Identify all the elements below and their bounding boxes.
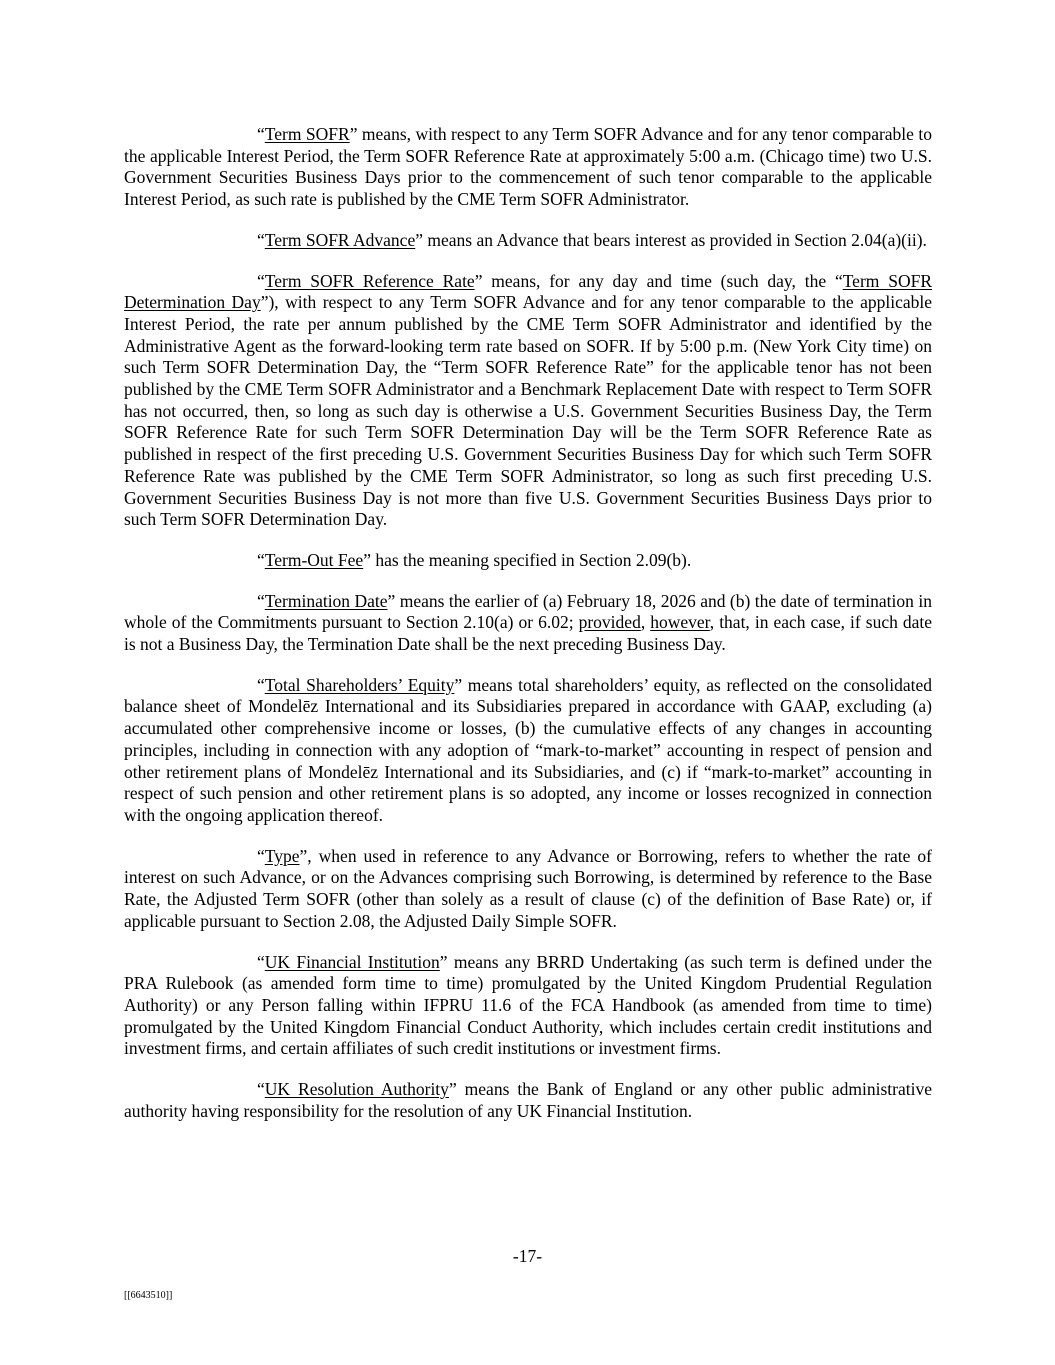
definition-term-sofr: “Term SOFR” means, with respect to any Term SOFR Advance and for any tenor comparable to the applicable Interest Period, the Term SOFR Reference Rate at approximately 5:00 a.m. (Chicago time) two U.S. Government Securities Business Days prior to the commencement of such tenor comparable to the applicable Interest Period, as such rate is published by the CME Term SOFR Administrator. [124, 124, 933, 210]
defined-term: Termination Date [264, 590, 388, 611]
defined-term: Type [264, 845, 300, 866]
definition-body-continued: , that, in each case, if such date is not a Business Day, the Termination Date shall be the next preceding Business Day. [124, 612, 933, 655]
definition-body: ” means the Bank of England or any other public administrative authority having responsibility for the resolution of any UK Financial Institution. [124, 1079, 932, 1121]
defined-term: Total Shareholders’ Equity [264, 674, 455, 695]
definition-term-sofr-reference-rate: “Term SOFR Reference Rate” means, for any day and time (such day, the “Term SOFR Determination Day”), with respect to any Term SOFR Advance and for any tenor comparable to the applicable Interest Period, the rate per annum published by the CME Term SOFR Administrator and identified by the Administrative Agent as the forward-looking term rate based on SOFR. If by 5:00 p.m. (New York City time) on such Term SOFR Determination Day, the “Term SOFR Reference Rate” for the applicable tenor has not been published by the CME Term SOFR Administrator and a Benchmark Replacement Date with respect to Term SOFR has not occurred, then, so long as such day is otherwise a U.S. Government Securities Business Day, the Term SOFR Reference Rate for such Term SOFR Determination Day will be the Term SOFR Reference Rate as published in respect of the first preceding U.S. Government Securities Business Day for which such Term SOFR Reference Rate was published by the CME Term SOFR Administrator, so long as such first preceding U.S. Government Securities Business Day is not more than five U.S. Government Securities Business Days prior to such Term SOFR Determination Day. [124, 270, 932, 530]
definition-body: ” means any BRRD Undertaking (as such term is defined under the PRA Rulebook (as amended form time to time) promulgated by the United Kingdom Prudential Regulation Authority) or any Person falling within IFPRU 11.6 of the FCA Handbook (as amended from time to time) promulgated by the United Kingdom Financial Conduct Authority, which includes certain credit institutions and investment firms, and certain affiliates of such credit institutions or investment firms. [124, 951, 932, 1059]
provided-term: provided [578, 612, 641, 633]
page-number: -17- [512, 1246, 543, 1266]
document-id: [[6643510]] [124, 1290, 173, 1301]
definition-body: ” means total shareholders’ equity, as reflected on the consolidated balance sheet of Mondelēz International and its Subsidiaries prepared in accordance with GAAP, excluding (a) accumulated other comprehensive income or losses, (b) the cumulative effects of any changes in accounting principles, including in connection with any adoption of “mark-to-market” accounting in respect of pension and other retirement plans of Mondelēz International and its Subsidiaries, and (c) if “mark-to-market” accounting in respect of such pension and other retirement plans is so adopted, any income or losses recognized in connection with the ongoing application thereof. [124, 674, 932, 825]
definition-body: ” means an Advance that bears interest as provided in Section 2.04(a)(ii). [415, 229, 927, 250]
definition-body: ” means, for any day and time (such day, the “ [474, 270, 843, 291]
however-term: however [650, 612, 710, 633]
definition-body: ”, when used in reference to any Advance or Borrowing, refers to whether the rate of interest on such Advance, or on the Advances comprising such Borrowing, is determined by reference to the Base Rate, the Adjusted Term SOFR (other than solely as a result of clause (c) of the definition of Base Rate) or, if applicable pursuant to Section 2.08, the Adjusted Daily Simple SOFR. [124, 845, 932, 931]
definition-body: ” means, with respect to any Term SOFR Advance and for any tenor comparable to the applicable Interest Period, the Term SOFR Reference Rate at approximately 5:00 a.m. (Chicago time) two U.S. Government Securities Business Days prior to the commencement of such tenor comparable to the applicable Interest Period, as such rate is published by the CME Term SOFR Administrator. [124, 124, 933, 210]
defined-term: UK Resolution Authority [264, 1079, 449, 1100]
definition-term-sofr-advance: “Term SOFR Advance” means an Advance that bears interest as provided in Section 2.04(a)(ii). [257, 229, 927, 250]
defined-term: Term SOFR [264, 124, 350, 144]
definition-body-continued: ”), with respect to any Term SOFR Advance and for any tenor comparable to the applicable Interest Period, the rate per annum published by the CME Term SOFR Administrator and identified by the Administrative Agent as the forward-looking term rate based on SOFR. If by 5:00 p.m. (New York City time) on such Term SOFR Determination Day, the “Term SOFR Reference Rate” for the applicable tenor has not been published by the CME Term SOFR Administrator and a Benchmark Replacement Date with respect to Term SOFR has not occurred, then, so long as such day is otherwise a U.S. Government Securities Business Day, the Term SOFR Reference Rate for such Term SOFR Determination Day will be the Term SOFR Reference Rate as published in respect of the first preceding U.S. Government Securities Business Day for which such Term SOFR Reference Rate was published by the CME Term SOFR Administrator, so long as such first preceding U.S. Government Securities Business Day is not more than five U.S. Government Securities Business Days prior to such Term SOFR Determination Day. [124, 292, 932, 530]
definition-uk-resolution-authority: “UK Resolution Authority” means the Bank of England or any other public administrative authority having responsibility for the resolution of any UK Financial Institution. [124, 1079, 932, 1121]
defined-term: Term SOFR Reference Rate [264, 270, 475, 291]
definition-total-shareholders-equity: “Total Shareholders’ Equity” means total shareholders’ equity, as reflected on the consolidated balance sheet of Mondelēz International and its Subsidiaries prepared in accordance with GAAP, excluding (a) accumulated other comprehensive income or losses, (b) the cumulative effects of any changes in accounting principles, including in connection with any adoption of “mark-to-market” accounting in respect of pension and other retirement plans of Mondelēz International and its Subsidiaries, and (c) if “mark-to-market” accounting in respect of such pension and other retirement plans is so adopted, any income or losses recognized in connection with the ongoing application thereof. [124, 674, 932, 825]
defined-term: Term-Out Fee [264, 549, 364, 570]
definition-body: ” has the meaning specified in Section 2.09(b). [363, 549, 692, 570]
definition-type: “Type”, when used in reference to any Advance or Borrowing, refers to whether the rate of interest on such Advance, or on the Advances comprising such Borrowing, is determined by reference to the Base Rate, the Adjusted Term SOFR (other than solely as a result of clause (c) of the definition of Base Rate) or, if applicable pursuant to Section 2.08, the Adjusted Daily Simple SOFR. [124, 845, 932, 931]
defined-term: Term SOFR Advance [264, 229, 416, 250]
definition-termination-date: “Termination Date” means the earlier of (a) February 18, 2026 and (b) the date of termination in whole of the Commitments pursuant to Section 2.10(a) or 6.02; provided, however, that, in each case, if such date is not a Business Day, the Termination Date shall be the next preceding Business Day. [124, 590, 933, 655]
defined-term: UK Financial Institution [264, 951, 440, 972]
document-page [124, 124, 932, 1141]
definition-body: ” means the earlier of (a) February 18, 2026 and (b) the date of termination in whole of the Commitments pursuant to Section 2.10(a) or 6.02; [124, 590, 932, 633]
defined-term-inner: Term SOFR Determination Day [124, 270, 932, 313]
definition-term-out-fee: “Term-Out Fee” has the meaning specified in Section 2.09(b). [257, 549, 692, 570]
definition-uk-financial-institution: “UK Financial Institution” means any BRRD Undertaking (as such term is defined under the PRA Rulebook (as amended form time to time) promulgated by the United Kingdom Prudential Regulation Authority) or any Person falling within IFPRU 11.6 of the FCA Handbook (as amended from time to time) promulgated by the United Kingdom Financial Conduct Authority, which includes certain credit institutions and investment firms, and certain affiliates of such credit institutions or investment firms. [124, 951, 932, 1059]
